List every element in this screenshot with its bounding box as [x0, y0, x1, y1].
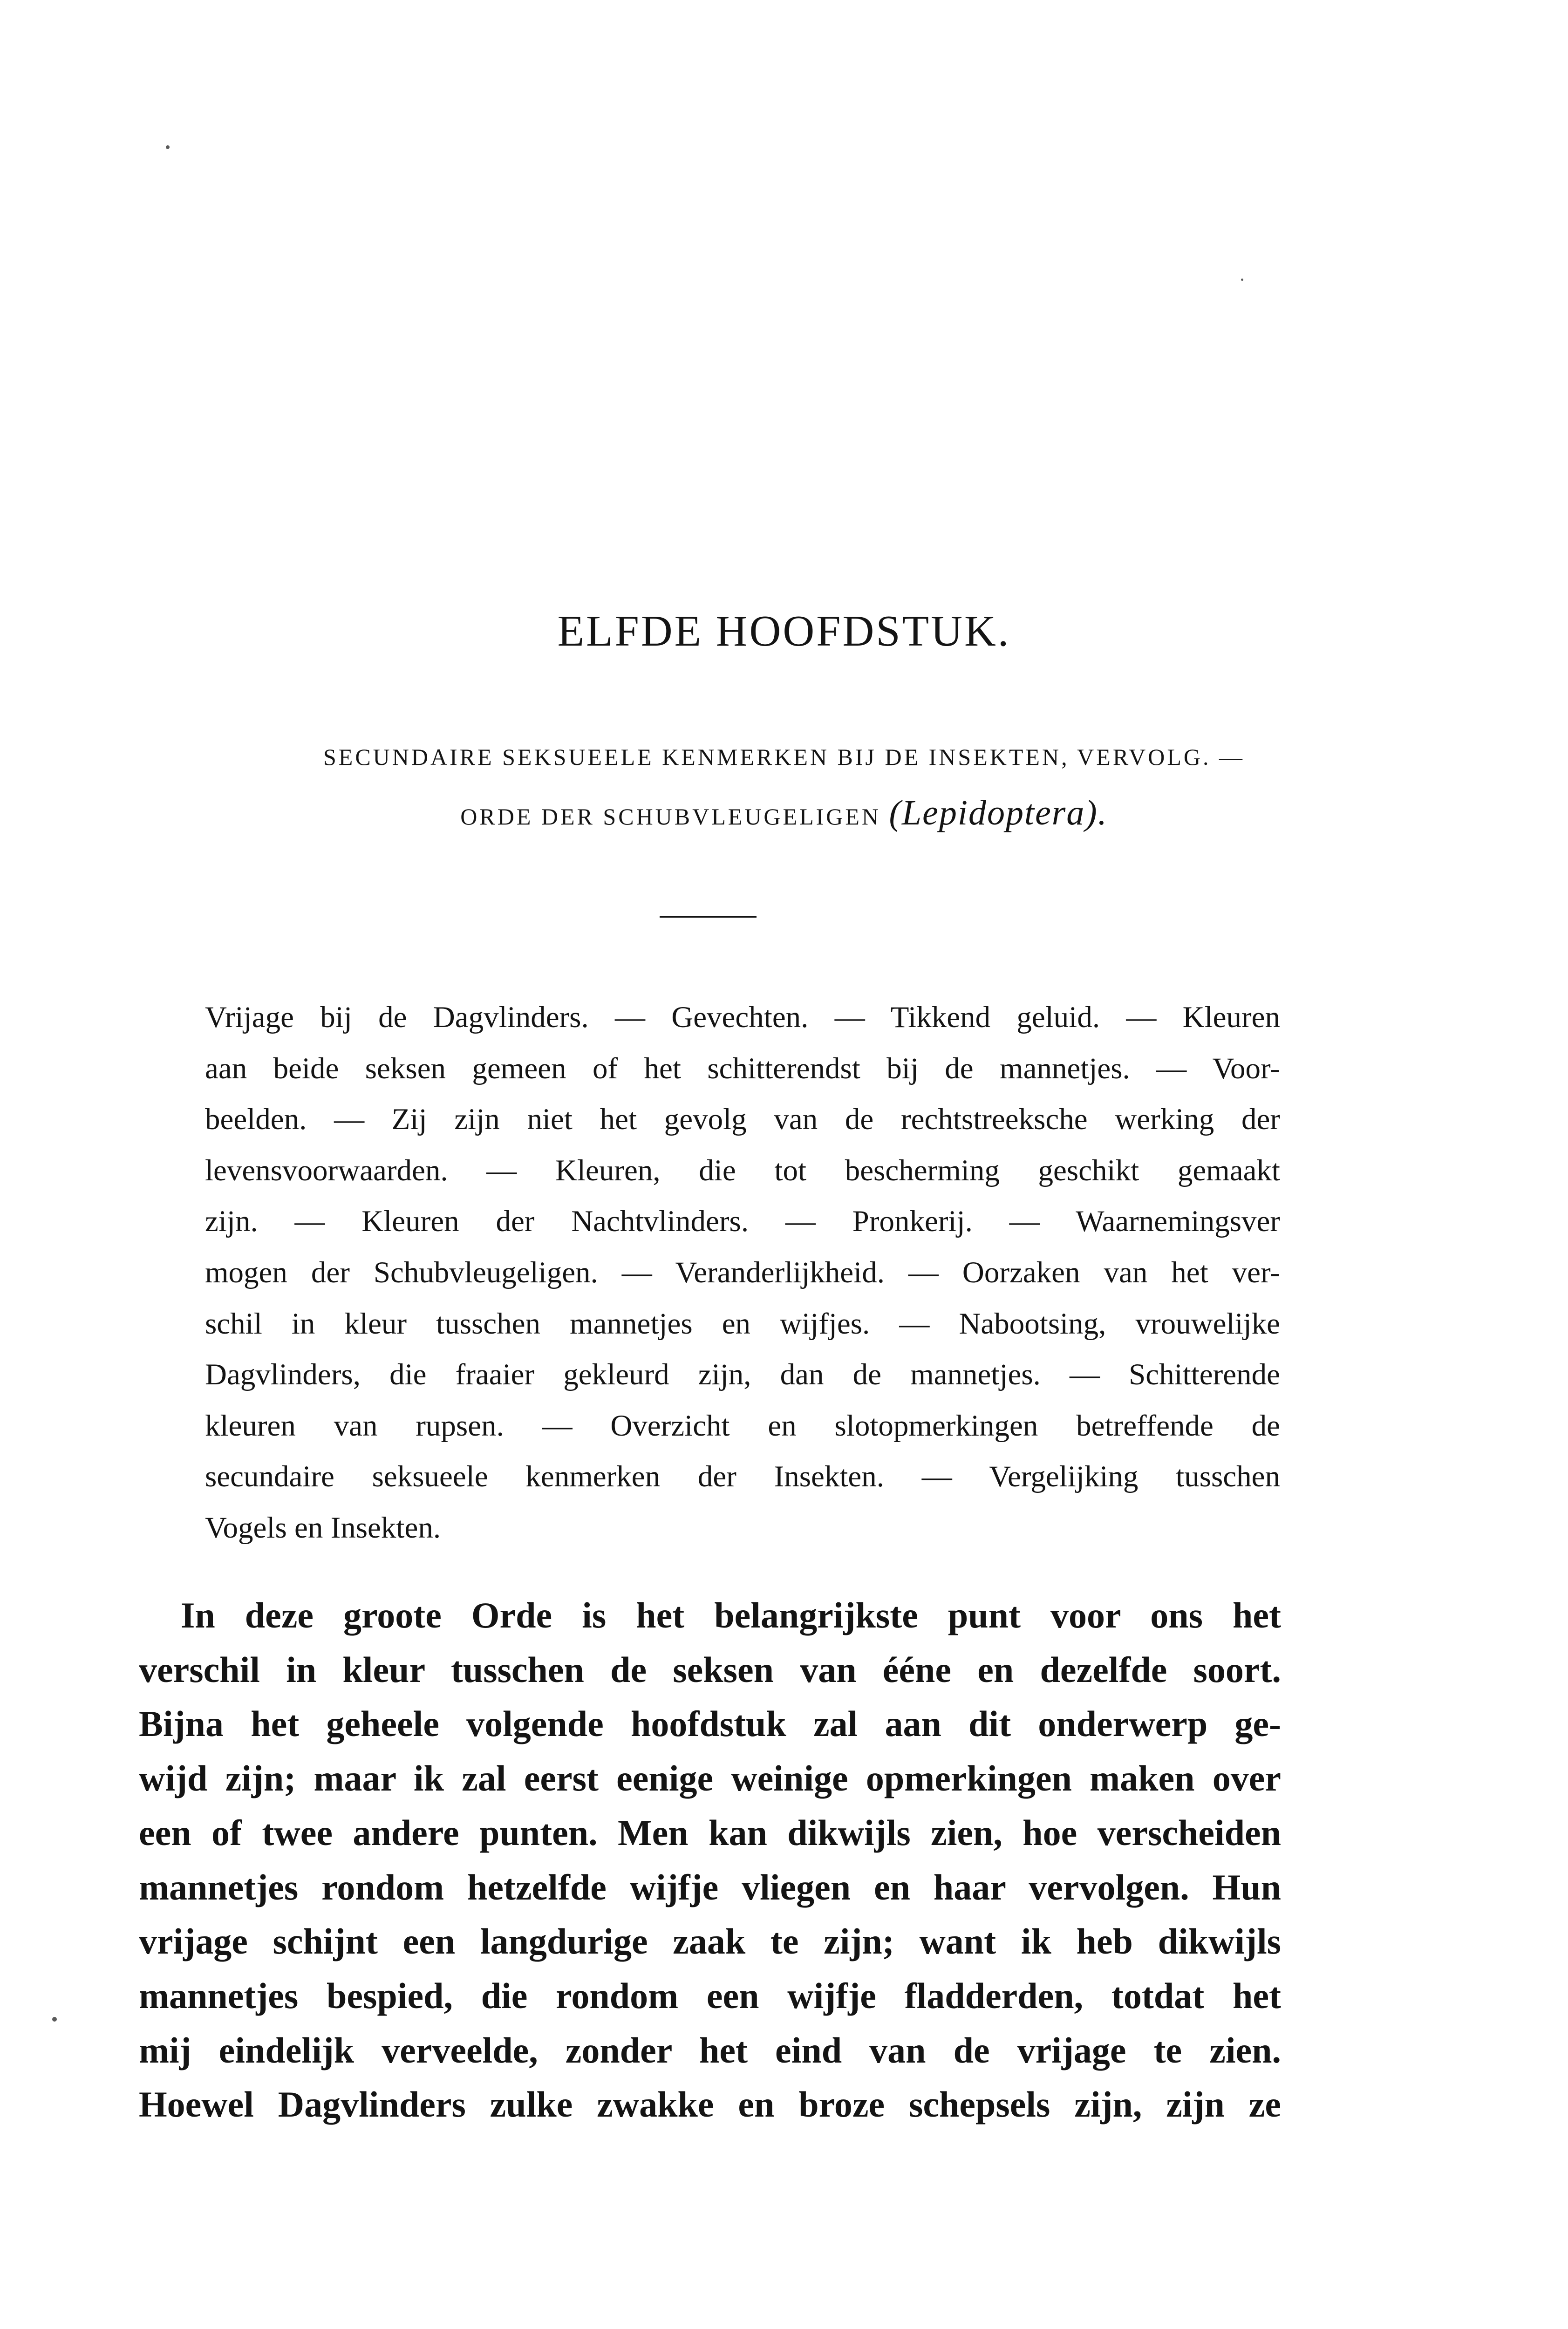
body-line: wijd zijn; maar ik zal eerst eenige weinige opmerkingen maken over — [139, 1758, 1281, 1799]
body-line: Hoewel Dagvlinders zulke zwakke en broze schepsels zijn, zijn ze — [139, 2084, 1281, 2125]
summary-line: zijn. — Kleuren der Nachtvlinders. — Pronkerij. — Waarnemingsver — [205, 1205, 1280, 1239]
body-line: vrijage schijnt een langdurige zaak te zijn; want ik heb dikwijls — [139, 1921, 1281, 1962]
paper-speck — [52, 2017, 57, 2022]
summary-line: Vogels en Insekten. — [205, 1511, 441, 1545]
summary-line: mogen der Schubvleugeligen. — Veranderlijkheid. — Oorzaken van het ver- — [205, 1255, 1280, 1289]
summary-line: schil in kleur tusschen mannetjes en wijfjes. — Nabootsing, vrouwelijke — [205, 1307, 1280, 1341]
body-line: In deze groote Orde is het belangrijkste punt voor ons het — [181, 1595, 1281, 1635]
summary-line: kleuren van rupsen. — Overzicht en slotopmerkingen betreffende de — [205, 1409, 1280, 1443]
body-line: mannetjes bespied, die rondom een wijfje fladderden, totdat het — [139, 1975, 1281, 2016]
body-paragraph — [139, 1588, 1281, 2132]
summary-line: secundaire seksueele kenmerken der Insekten. — Vergelijking tusschen — [205, 1460, 1280, 1494]
chapter-title: ELFDE HOOFDSTUK. — [557, 607, 1011, 655]
paper-speck — [1241, 279, 1243, 281]
chapter-subtitle-latin-name: (Lepidoptera). — [889, 793, 1108, 832]
body-line: verschil in kleur tusschen de seksen van ééne en dezelfde soort. — [139, 1649, 1281, 1690]
body-line: mij eindelijk verveelde, zonder het eind van de vrijage te zien. — [139, 2029, 1281, 2070]
section-divider — [660, 916, 757, 918]
summary-line: Dagvlinders, die fraaier gekleurd zijn, dan de mannetjes. — Schitterende — [205, 1358, 1280, 1392]
chapter-subtitle-line-1: SECUNDAIRE SEKSUEELE KENMERKEN BIJ DE INSEKTEN, VERVOLG. — — [323, 744, 1245, 770]
summary-line: Vrijage bij de Dagvlinders. — Gevechten. — Tikkend geluid. — Kleuren — [205, 1001, 1280, 1034]
body-line: Bijna het geheele volgende hoofdstuk zal aan dit onderwerp ge- — [139, 1703, 1281, 1744]
summary-line: aan beide seksen gemeen of het schitterendst bij de mannetjes. — Voor- — [205, 1051, 1280, 1085]
chapter-summary — [205, 992, 1280, 1554]
chapter-subtitle-order: ORDE DER SCHUBVLEUGELIGEN — [460, 804, 881, 830]
summary-line: levensvoorwaarden. — Kleuren, die tot bescherming geschikt gemaakt — [205, 1153, 1280, 1187]
summary-line: beelden. — Zij zijn niet het gevolg van de rechtstreeksche werking der — [205, 1103, 1280, 1137]
body-line: een of twee andere punten. Men kan dikwijls zien, hoe verscheiden — [139, 1812, 1281, 1853]
chapter-subtitle-line-2 — [0, 794, 1568, 835]
body-line: mannetjes rondom hetzelfde wijfje vliegen en haar vervolgen. Hun — [139, 1866, 1281, 1907]
paper-speck — [166, 145, 170, 149]
